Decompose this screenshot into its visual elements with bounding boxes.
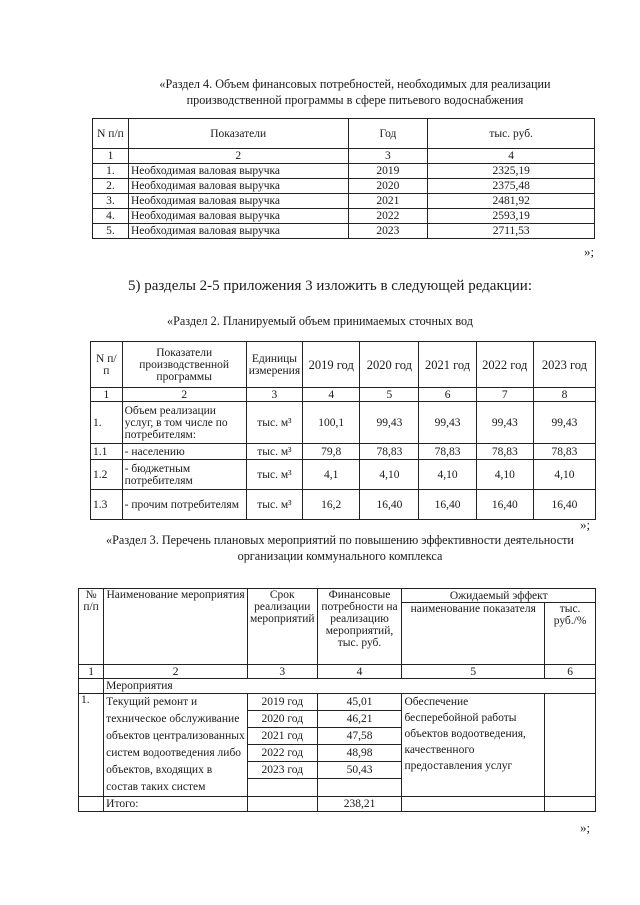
s3-colnum-row — [79, 665, 596, 679]
row-name: Объем реализации услуг, в том числе по потребителям: — [122, 402, 246, 444]
s2-header-unit: Единицы измерения — [246, 342, 302, 388]
section3-closing: »; — [580, 820, 591, 835]
row-year: 2020 — [348, 179, 428, 194]
table-row — [91, 444, 596, 460]
s4-header-year: Год — [348, 119, 428, 149]
s3-header-effect-value: тыс. руб./% — [545, 603, 596, 665]
section3-title-line2: организации коммунального комплекса — [237, 549, 443, 563]
row-effect: Обеспечение бесперебойной работы объектов водоотведения, качественного предоставления услуг — [402, 694, 545, 797]
row-name: Необходимая валовая выручка — [128, 164, 348, 179]
row-value-2021: 78,83 — [419, 444, 476, 460]
s3-colnum: 6 — [545, 665, 596, 679]
row-number: 2. — [93, 179, 129, 194]
s4-header-value: тыс. руб. — [428, 119, 595, 149]
s2-header-row — [91, 342, 596, 388]
s2-colnum: 8 — [533, 388, 595, 402]
row-value: 2325,19 — [428, 164, 595, 179]
row-value-2019: 100,1 — [303, 402, 360, 444]
row-value-2019: 4,1 — [303, 460, 360, 490]
row-value: 2481,92 — [428, 194, 595, 209]
row-amount-empty — [317, 779, 402, 797]
row-amount: 47,58 — [317, 728, 402, 745]
row-number: 1. — [91, 402, 123, 444]
row-number: 1.2 — [91, 460, 123, 490]
s2-header-2021: 2021 год — [419, 342, 476, 388]
s3-colnum: 2 — [104, 665, 248, 679]
row-year: 2019 год — [248, 694, 318, 711]
row-year: 2021 год — [248, 728, 318, 745]
row-year: 2022 — [348, 209, 428, 224]
row-number: 1. — [93, 164, 129, 179]
row-value-2022: 16,40 — [476, 490, 533, 520]
s3-total-empty — [402, 797, 545, 812]
row-number: 3. — [93, 194, 129, 209]
row-year: 2023 год — [248, 762, 318, 779]
row-value-2023: 4,10 — [533, 460, 595, 490]
row-amount: 48,98 — [317, 745, 402, 762]
s3-total-value: 238,21 — [317, 797, 402, 812]
s3-header-finance: Финансовые потребности на реализацию мероприятий, тыс. руб. — [317, 589, 402, 665]
table-row — [93, 224, 595, 239]
row-value-2022: 99,43 — [476, 402, 533, 444]
s4-colnum: 4 — [428, 149, 595, 164]
s4-colnum: 3 — [348, 149, 428, 164]
section4-header-row — [93, 119, 595, 149]
row-name: Необходимая валовая выручка — [128, 194, 348, 209]
s3-header-effect: Ожидаемый эффект — [402, 589, 596, 603]
row-year: 2023 — [348, 224, 428, 239]
s3-colnum: 4 — [317, 665, 402, 679]
section4-table — [92, 118, 595, 239]
section2-title: «Раздел 2. Планируемый объем принимаемых сточных вод — [167, 314, 473, 328]
row-year: 2020 год — [248, 711, 318, 728]
section4-title-line1: «Раздел 4. Объем финансовых потребностей, необходимых для реализации — [159, 77, 551, 91]
row-year: 2019 — [348, 164, 428, 179]
s3-colnum: 5 — [402, 665, 545, 679]
s2-colnum: 4 — [303, 388, 360, 402]
s2-header-2022: 2022 год — [476, 342, 533, 388]
row-value-2023: 16,40 — [533, 490, 595, 520]
s3-header-effect-name: наименование показателя — [402, 603, 545, 665]
s2-colnum-row — [91, 388, 596, 402]
s2-colnum: 1 — [91, 388, 123, 402]
s3-header-term: Срок реализации мероприятий — [248, 589, 318, 665]
row-amount: 50,43 — [317, 762, 402, 779]
s2-colnum: 5 — [360, 388, 419, 402]
row-number: 5. — [93, 224, 129, 239]
row-name: Необходимая валовая выручка — [128, 179, 348, 194]
row-value-2020: 16,40 — [360, 490, 419, 520]
row-value-2023: 99,43 — [533, 402, 595, 444]
row-value-2021: 16,40 — [419, 490, 476, 520]
row-value-2021: 4,10 — [419, 460, 476, 490]
section3-title — [70, 532, 610, 564]
s4-colnum: 2 — [128, 149, 348, 164]
s2-header-2023: 2023 год — [533, 342, 595, 388]
row-value-2022: 4,10 — [476, 460, 533, 490]
row-name: Текущий ремонт и техническое обслуживание объектов централизованных систем водоотведения либо объектов, входящих в состав таких систем — [104, 694, 248, 797]
section3-table — [78, 588, 596, 812]
row-unit: тыс. м³ — [246, 490, 302, 520]
s3-header-row1 — [79, 589, 596, 603]
row-value-2019: 16,2 — [303, 490, 360, 520]
table-row — [93, 194, 595, 209]
row-value-2020: 99,43 — [360, 402, 419, 444]
s2-colnum: 6 — [419, 388, 476, 402]
row-name: - прочим потребителям — [122, 490, 246, 520]
s3-total-empty — [248, 797, 318, 812]
table-row — [93, 179, 595, 194]
s4-colnum-row — [93, 149, 595, 164]
section2-table — [90, 341, 596, 520]
row-number: 1. — [79, 694, 104, 797]
row-value: 2711,53 — [428, 224, 595, 239]
section4-closing: »; — [584, 244, 595, 259]
item5-text: 5) разделы 2-5 приложения 3 изложить в следующей редакции: — [128, 278, 532, 294]
s3-total-empty — [79, 797, 104, 812]
row-number: 1.1 — [91, 444, 123, 460]
row-value: 2593,19 — [428, 209, 595, 224]
section4-title-line2: производственной программы в сфере питьевого водоснабжения — [186, 93, 524, 107]
row-name: - населению — [122, 444, 246, 460]
row-year: 2022 год — [248, 745, 318, 762]
s4-header-indicator: Показатели — [128, 119, 348, 149]
s2-colnum: 7 — [476, 388, 533, 402]
table-row — [91, 460, 596, 490]
row-effect-value — [545, 694, 596, 797]
table-row — [93, 164, 595, 179]
s4-header-n: N п/п — [93, 119, 129, 149]
row-unit: тыс. м³ — [246, 460, 302, 490]
row-name: Необходимая валовая выручка — [128, 209, 348, 224]
row-value-2021: 99,43 — [419, 402, 476, 444]
table-row — [91, 402, 596, 444]
s3-total-label: Итого: — [104, 797, 248, 812]
s2-colnum: 2 — [122, 388, 246, 402]
table-row — [79, 694, 596, 711]
s3-colnum: 1 — [79, 665, 104, 679]
s3-header-name: Наименование мероприятия — [104, 589, 248, 665]
row-year-empty — [248, 779, 318, 797]
s3-group-label: Мероприятия — [104, 679, 596, 694]
row-amount: 45,01 — [317, 694, 402, 711]
row-value: 2375,48 — [428, 179, 595, 194]
row-name: Необходимая валовая выручка — [128, 224, 348, 239]
row-name: - бюджетным потребителям — [122, 460, 246, 490]
s4-colnum: 1 — [93, 149, 129, 164]
s3-total-empty — [545, 797, 596, 812]
s2-header-2019: 2019 год — [303, 342, 360, 388]
s3-total-row — [79, 797, 596, 812]
row-number: 4. — [93, 209, 129, 224]
s3-header-n: № п/п — [79, 589, 104, 665]
s2-colnum: 3 — [246, 388, 302, 402]
row-value-2019: 79,8 — [303, 444, 360, 460]
row-value-2023: 78,83 — [533, 444, 595, 460]
s3-group-row — [79, 679, 596, 694]
s2-header-2020: 2020 год — [360, 342, 419, 388]
s2-header-n: N п/п — [91, 342, 123, 388]
s2-header-indicator: Показатели производственной программы — [122, 342, 246, 388]
section4-title — [110, 76, 600, 108]
section2-closing: »; — [580, 517, 591, 532]
row-value-2020: 78,83 — [360, 444, 419, 460]
table-row — [93, 209, 595, 224]
s3-colnum: 3 — [248, 665, 318, 679]
row-year: 2021 — [348, 194, 428, 209]
row-amount: 46,21 — [317, 711, 402, 728]
row-unit: тыс. м³ — [246, 402, 302, 444]
row-unit: тыс. м³ — [246, 444, 302, 460]
row-value-2020: 4,10 — [360, 460, 419, 490]
row-number: 1.3 — [91, 490, 123, 520]
s3-group-empty — [79, 679, 104, 694]
row-value-2022: 78,83 — [476, 444, 533, 460]
table-row — [91, 490, 596, 520]
section3-title-line1: «Раздел 3. Перечень плановых мероприятий по повышению эффективности деятельности — [106, 533, 574, 547]
